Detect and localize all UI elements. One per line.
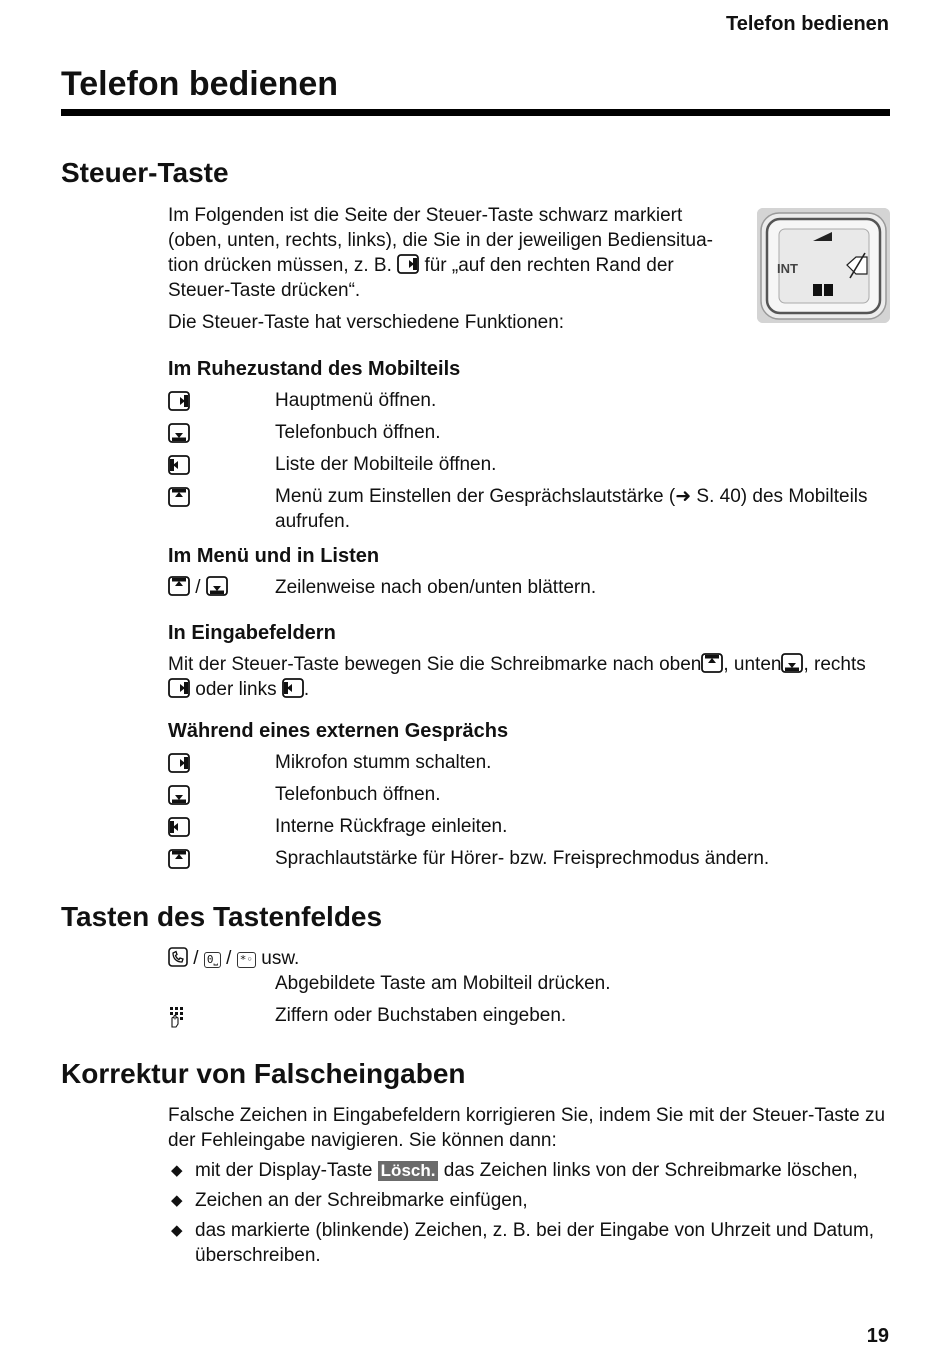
function-desc: Sprachlautstärke für Hörer- bzw. Freisprechmodus ändern. [275, 848, 770, 869]
function-desc: Interne Rückfrage einleiten. [275, 816, 508, 837]
function-desc: Mikrofon stumm schalten. [275, 752, 492, 773]
keypad-row [168, 946, 890, 971]
subhead-call: Während eines externen Gesprächs [168, 720, 509, 742]
input-paragraph [168, 652, 890, 702]
control-key-left-icon [168, 817, 190, 837]
input-text: , rechts [803, 654, 866, 675]
display-key-loesch: Lösch. [378, 1161, 439, 1181]
keypad-content [168, 946, 890, 1035]
control-key-right-icon [168, 391, 190, 411]
function-row [168, 846, 890, 878]
page-title: Telefon bedienen [61, 65, 339, 103]
subhead-input: In Eingabefeldern [168, 622, 336, 644]
keypad-hand-icon [168, 1006, 190, 1035]
bullet-icon: ◆ [171, 1162, 183, 1179]
subhead-menu: Im Menü und in Listen [168, 545, 380, 567]
function-row [168, 750, 890, 782]
subhead-idle: Im Ruhezustand des Mobilteils [168, 358, 461, 380]
intro-paragraph [168, 203, 733, 303]
usw-text: usw. [261, 948, 300, 969]
bullet-icon: ◆ [171, 1192, 183, 1209]
input-text: , unten [723, 654, 782, 675]
device-int-label: INT [777, 261, 798, 276]
intro-text: für „auf den rechten Rand der [424, 255, 674, 276]
control-key-right-icon [397, 254, 419, 274]
function-row [168, 575, 890, 607]
intro-line: Steuer-Taste drücken“. [168, 280, 361, 301]
function-desc: Liste der Mobilteile öffnen. [275, 454, 497, 475]
list-item [168, 1188, 890, 1213]
intro-text: tion drücken müssen, z. B. [168, 255, 392, 276]
control-key-left-icon [168, 455, 190, 475]
function-desc: Telefonbuch öffnen. [275, 784, 441, 805]
section-title-keypad: Tasten des Tastenfeldes [61, 901, 383, 932]
function-desc: Zeilenweise nach oben/unten blättern. [275, 577, 597, 598]
list-text: das markierte (blinkende) Zeichen, z. B. bei der Eingabe von Uhrzeit und Datum, überschreiben. [195, 1220, 875, 1266]
separator: / [226, 948, 232, 969]
function-row [168, 782, 890, 814]
separator: / [193, 948, 199, 969]
star-key-icon: *◦ [237, 952, 256, 968]
function-desc: Menü zum Einstellen der Gesprächslautstärke (➜ S. 40) des Mobilteils aufrufen. [275, 486, 868, 532]
list-item [168, 1218, 890, 1268]
steuer-content [168, 203, 890, 878]
list-text: Zeichen an der Schreibmarke einfügen, [195, 1190, 528, 1211]
keypad-row [168, 1003, 890, 1035]
control-key-down-icon [168, 423, 190, 443]
title-rule [61, 109, 890, 116]
control-key-left-icon [282, 678, 304, 698]
bullet-icon: ◆ [171, 1222, 183, 1239]
list-text: das Zeichen links von der Schreibmarke löschen, [443, 1160, 858, 1181]
input-text: . [303, 679, 310, 700]
zero-key-icon: 0⎵ [204, 952, 221, 968]
keypad-desc: Abgebildete Taste am Mobilteil drücken. [275, 973, 611, 994]
control-key-up-icon [168, 487, 190, 507]
talk-key-icon [168, 947, 188, 967]
control-key-right-icon [168, 678, 190, 698]
section-title-steuer-taste: Steuer-Taste [61, 157, 229, 188]
control-key-up-icon [701, 653, 723, 673]
function-row [168, 388, 890, 420]
correction-list [168, 1158, 890, 1268]
control-key-down-icon [206, 576, 228, 596]
function-row [168, 420, 890, 452]
control-key-down-icon [781, 653, 803, 673]
correction-intro: Falsche Zeichen in Eingabefeldern korrigieren Sie, indem Sie mit der Steuer-Taste zu der Fehleingabe navigieren. Sie können dann: [168, 1105, 886, 1151]
list-text: mit der Display-Taste [195, 1160, 373, 1181]
control-key-down-icon [168, 785, 190, 805]
intro-functions: Die Steuer-Taste hat verschiedene Funktionen: [168, 312, 565, 333]
keypad-desc: Ziffern oder Buchstaben eingeben. [275, 1005, 567, 1026]
function-row [168, 452, 890, 484]
page-number: 19 [866, 1325, 889, 1347]
running-header: Telefon bedienen [726, 13, 889, 35]
intro-line: Im Folgenden ist die Seite der Steuer-Taste schwarz markiert [168, 205, 683, 226]
control-key-up-icon [168, 576, 190, 596]
intro-line: (oben, unten, rechts, links), die Sie in der jeweiligen Bediensitua- [168, 230, 713, 251]
function-desc: Hauptmenü öffnen. [275, 390, 437, 411]
control-key-up-icon [168, 849, 190, 869]
function-row [168, 484, 890, 534]
section-title-correction: Korrektur von Falscheingaben [61, 1058, 466, 1089]
intro-line [168, 253, 733, 278]
separator: / [195, 577, 201, 598]
function-desc: Telefonbuch öffnen. [275, 422, 441, 443]
function-row [168, 814, 890, 846]
input-text: Mit der Steuer-Taste bewegen Sie die Schreibmarke nach oben [168, 654, 702, 675]
control-key-right-icon [168, 753, 190, 773]
key-group [168, 575, 228, 600]
list-item [168, 1158, 890, 1183]
input-text: oder links [195, 679, 277, 700]
correction-content [168, 1103, 890, 1273]
